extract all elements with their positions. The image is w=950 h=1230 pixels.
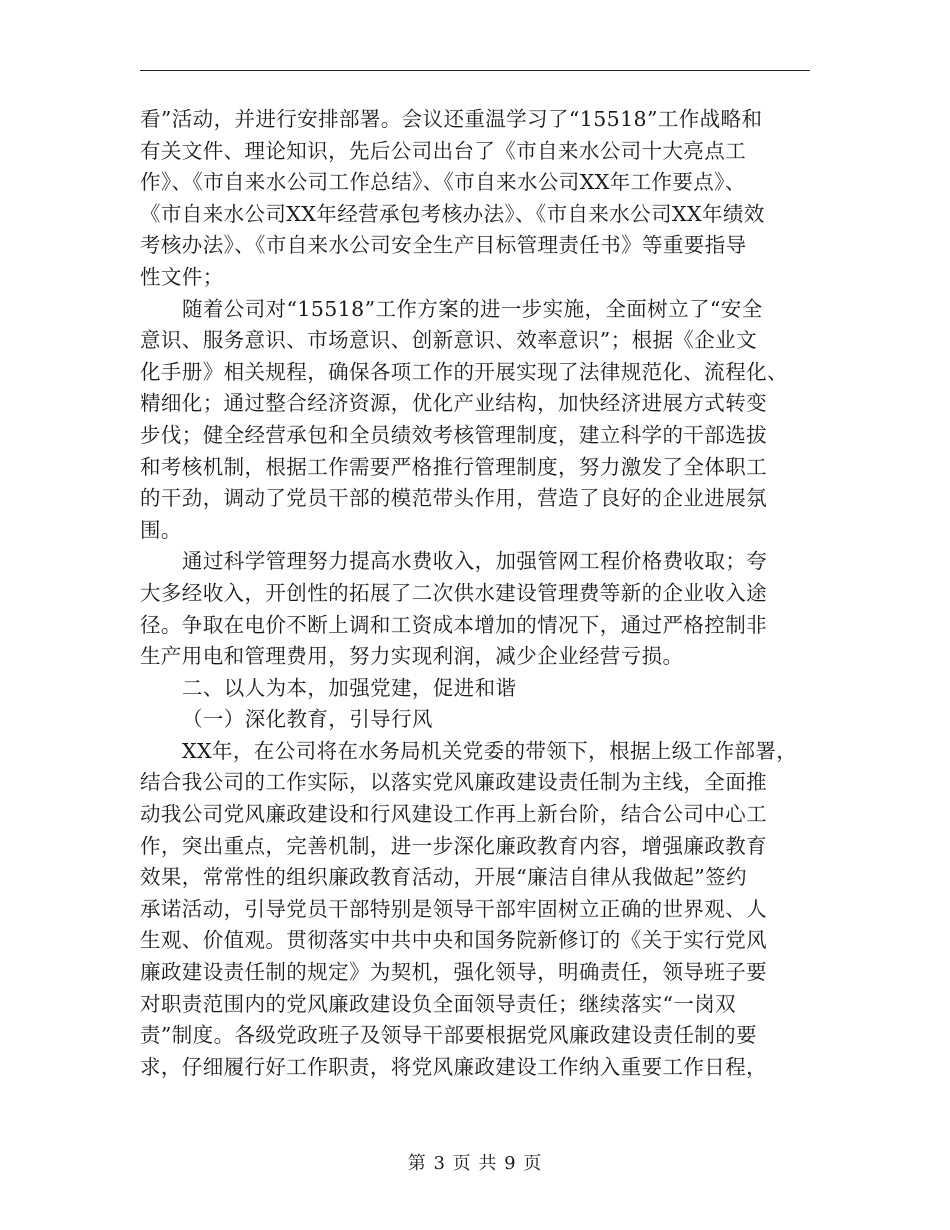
text-line: 和考核机制，根据工作需要严格推行管理制度，努力激发了全体职工 — [140, 454, 767, 479]
text-line: 动我公司党风廉政建设和行风建设工作再上新台阶，结合公司中心工 — [140, 802, 767, 827]
text-line: 作》、《市自来水公司工作总结》、《市自来水公司XX年工作要点》、 — [140, 170, 746, 195]
text-line: 径。争取在电价不断上调和工资成本增加的情况下，通过严格控制非 — [140, 612, 767, 637]
text-line: 廉政建设责任制的规定》为契机，强化领导，明确责任，领导班子要 — [140, 960, 767, 985]
text-line: 看”活动，并进行安排部署。会议还重温学习了“15518”工作战略和 — [140, 107, 763, 131]
text-line: 步伐；健全经营承包和全员绩效考核管理制度，建立科学的干部选拔 — [140, 422, 767, 447]
document-body — [140, 104, 812, 1083]
text-line: 《市自来水公司XX年经营承包考核办法》、《市自来水公司XX年绩效 — [140, 201, 765, 226]
text-line: （一）深化教育，引导行风 — [182, 707, 433, 732]
text-line: 生观、价值观。贯彻落实中共中央和国务院新修订的《关于实行党风 — [140, 928, 767, 953]
text-line: 通过科学管理努力提高水费收入，加强管网工程价格费收取；夸 — [182, 549, 768, 574]
text-line: XX年，在公司将在水务局机关党委的带领下，根据上级工作部署， — [182, 738, 798, 763]
text-line: 性文件； — [140, 264, 224, 289]
text-line: 大多经收入，开创性的拓展了二次供水建设管理费等新的企业收入途 — [140, 580, 767, 605]
page-footer: 第 3 页 共 9 页 — [407, 1153, 543, 1174]
text-line: 考核办法》、《市自来水公司安全生产目标管理责任书》等重要指导 — [140, 233, 747, 258]
text-line: 有关文件、理论知识，先后公司出台了《市自来水公司十大亮点工 — [140, 138, 747, 163]
text-line: 求，仔细履行好工作职责，将党风廉政建设工作纳入重要工作日程， — [140, 1054, 767, 1079]
text-line: 二、以人为本，加强党建，促进和谐 — [182, 675, 517, 700]
text-line: 效果，常常性的组织廉政教育活动，开展“廉洁自律从我做起”签约 — [140, 865, 747, 890]
text-line: 意识、服务意识、市场意识、创新意识、效率意识”；根据《企业文 — [140, 328, 757, 353]
text-line: 作，突出重点，完善机制，进一步深化廉政教育内容，增强廉政教育 — [140, 833, 767, 858]
text-line: 结合我公司的工作实际，以落实党风廉政建设责任制为主线，全面推 — [140, 770, 767, 795]
text-line: 对职责范围内的党风廉政建设负全面领导责任；继续落实“一岗双 — [140, 991, 737, 1016]
text-line: 精细化；通过整合经济资源，优化产业结构，加快经济进展方式转变 — [140, 391, 767, 416]
text-line: 生产用电和管理费用，努力实现利润，减少企业经营亏损。 — [140, 644, 684, 669]
header-rule — [140, 70, 810, 71]
text-line: 承诺活动，引导党员干部特别是领导干部牢固树立正确的世界观、人 — [140, 896, 767, 921]
text-line: 的干劲，调动了党员干部的模范带头作用，营造了良好的企业进展氛 — [140, 486, 767, 511]
text-line: 随着公司对“15518”工作方案的进一步实施，全面树立了“安全 — [182, 296, 763, 321]
text-line: 化手册》相关规程，确保各项工作的开展实现了法律规范化、流程化、 — [140, 359, 788, 384]
text-line: 围。 — [140, 517, 182, 542]
text-line: 责”制度。各级党政班子及领导干部要根据党风廉政建设责任制的要 — [140, 1023, 757, 1048]
